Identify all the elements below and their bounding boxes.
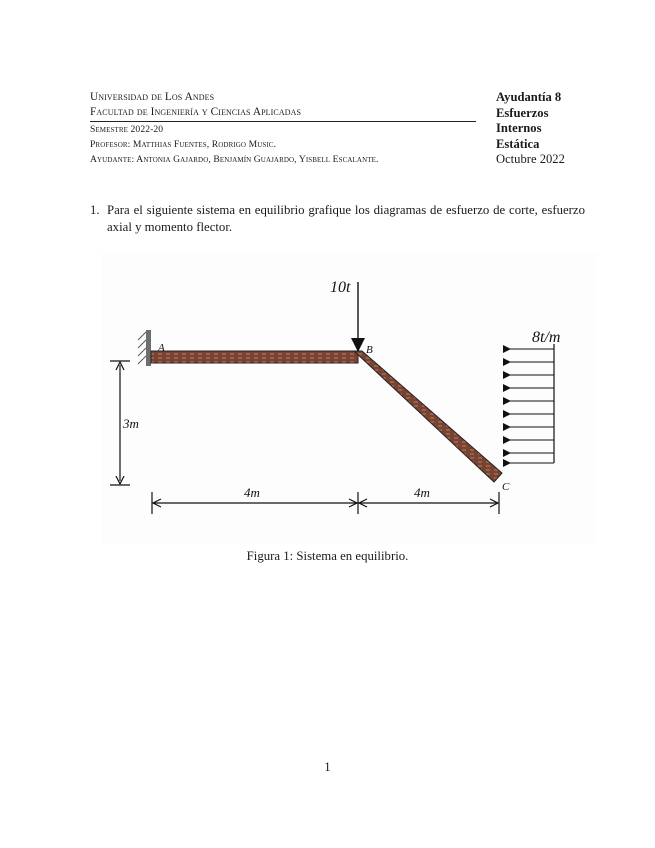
- problem-1: [90, 202, 585, 236]
- beam-BC: [354, 351, 502, 482]
- university-name: Universidad de Los Andes: [90, 91, 215, 103]
- label-A: A: [158, 342, 165, 354]
- beam-AB: [151, 351, 358, 363]
- problem-text: Para el siguiente sistema en equilibrio grafique los diagramas de esfuerzo de corte, esfuerzo axial y momento flector.: [107, 203, 585, 234]
- dim-vertical-label: 3m: [123, 416, 139, 431]
- point-load-label: 10t: [330, 279, 351, 296]
- header-title-block: [496, 90, 616, 168]
- dim-right-label: 4m: [414, 485, 430, 500]
- semester: Semestre 2022-20: [90, 124, 164, 135]
- dim-left-label: 4m: [244, 485, 260, 500]
- figure-caption: Figura 1: Sistema en equilibrio.: [246, 549, 409, 563]
- assignment-title: Ayudantía 8: [496, 90, 562, 104]
- topic-line-1: Esfuerzos: [496, 105, 549, 120]
- professors: Profesor: Matthias Fuentes, Rodrigo Music.: [90, 139, 277, 150]
- faculty-name: Facultad de Ingeniería y Ciencias Aplicadas: [90, 106, 302, 118]
- date: Octubre 2022: [496, 152, 565, 166]
- figure-1: [102, 252, 597, 544]
- topic-line-2: Internos: [496, 121, 542, 135]
- assistants: Ayudante: Antonia Gajardo, Benjamín Guajardo, Yisbell Escalante.: [90, 154, 379, 165]
- header-course-block: [90, 122, 476, 167]
- label-C: C: [502, 481, 510, 493]
- label-B: B: [366, 344, 373, 356]
- header-institution-block: [90, 90, 476, 120]
- page-number: 1: [324, 760, 331, 774]
- problem-number: 1.: [90, 203, 100, 217]
- distributed-load-label: 8t/m: [532, 329, 561, 346]
- point-load-arrow: [351, 282, 365, 352]
- course-name: Estática: [496, 136, 540, 151]
- dimension-horizontal: [152, 492, 499, 514]
- distributed-load: [510, 344, 554, 463]
- structure-diagram: [102, 252, 597, 544]
- fixed-support-A: [138, 330, 151, 366]
